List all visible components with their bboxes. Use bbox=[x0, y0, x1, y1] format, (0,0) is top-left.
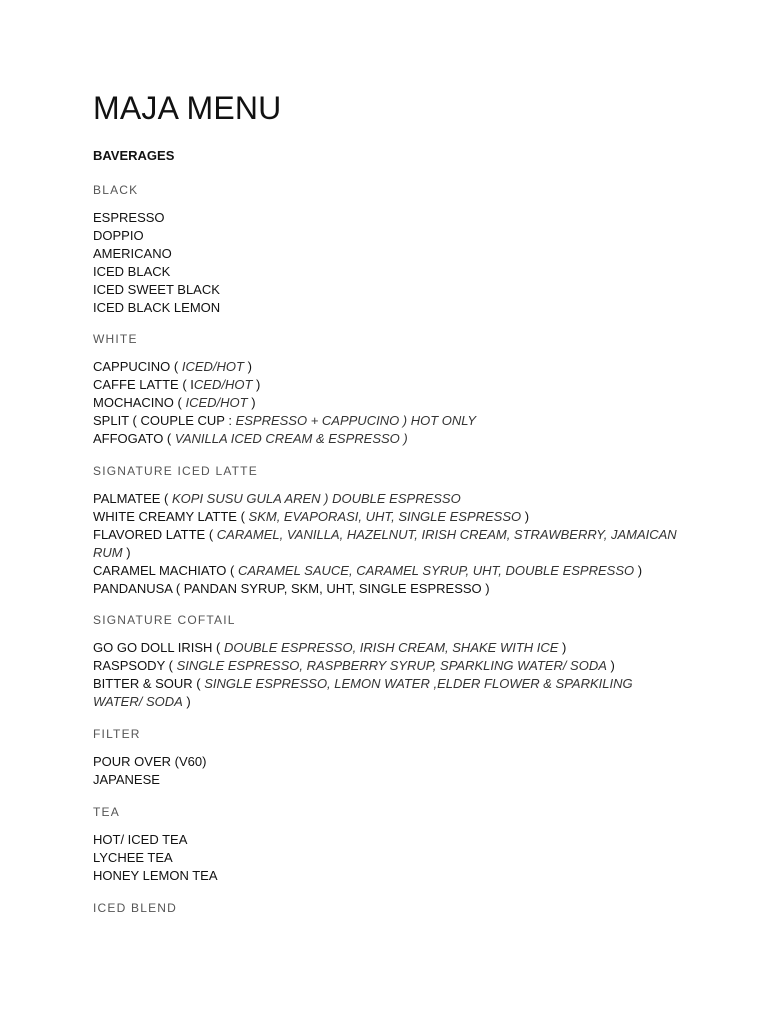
menu-item-note: ESPRESSO + CAPPUCINO ) HOT ONLY bbox=[235, 413, 477, 429]
menu-item-text: CAFFE LATTE ( I bbox=[93, 377, 194, 393]
menu-item-text: HONEY LEMON TEA bbox=[93, 867, 218, 883]
menu-section bbox=[93, 182, 683, 316]
menu-item-note: ICED/HOT bbox=[185, 395, 248, 411]
menu-item-text: PALMATEE ( bbox=[93, 490, 172, 506]
menu-item bbox=[93, 412, 683, 430]
menu-item-text: CARAMEL MACHIATO ( bbox=[93, 562, 238, 578]
menu-item bbox=[93, 562, 683, 580]
menu-page bbox=[93, 88, 683, 931]
page-subtitle: BAVERAGES bbox=[93, 148, 175, 163]
page-title: MAJA MENU bbox=[93, 90, 282, 126]
menu-item-text: SPLIT ( COUPLE CUP : bbox=[93, 413, 236, 429]
menu-item-text: ) bbox=[243, 359, 252, 375]
menu-item-note: ICED/HOT bbox=[181, 359, 244, 375]
menu-item bbox=[93, 771, 683, 789]
menu-item-text: ) bbox=[558, 640, 567, 656]
menu-section bbox=[93, 804, 683, 885]
menu-item-text: CAPPUCINO ( bbox=[93, 359, 182, 375]
menu-item-text: ) bbox=[606, 658, 615, 674]
menu-item-note: SKM, EVAPORASI, UHT, SINGLE ESPRESSO bbox=[248, 508, 522, 524]
menu-item bbox=[93, 526, 683, 562]
menu-section bbox=[93, 331, 683, 448]
menu-item-note: DOUBLE ESPRESSO, IRISH CREAM, SHAKE WITH ICE bbox=[223, 640, 559, 656]
menu-item-note: SINGLE ESPRESSO, RASPBERRY SYRUP, SPARKLING WATER/ SODA bbox=[176, 658, 607, 674]
menu-item-text: WHITE CREAMY LATTE ( bbox=[93, 508, 249, 524]
menu-item bbox=[93, 580, 683, 598]
menu-item-text: DOPPIO bbox=[93, 227, 144, 243]
menu-item bbox=[93, 657, 683, 675]
menu-item-text: BITTER & SOUR ( bbox=[93, 676, 205, 692]
menu-section bbox=[93, 612, 683, 711]
menu-item bbox=[93, 831, 683, 849]
menu-item-text: ) bbox=[247, 395, 256, 411]
menu-item bbox=[93, 508, 683, 526]
menu-item-list bbox=[93, 639, 683, 711]
menu-item-list bbox=[93, 753, 683, 789]
menu-item bbox=[93, 430, 683, 448]
menu-item bbox=[93, 490, 683, 508]
menu-section bbox=[93, 900, 683, 916]
menu-item-text: ICED BLACK LEMON bbox=[93, 299, 221, 315]
menu-item bbox=[93, 675, 683, 711]
menu-item-list bbox=[93, 831, 683, 885]
menu-item bbox=[93, 281, 683, 299]
menu-item bbox=[93, 639, 683, 657]
menu-item-text: MOCHACINO ( bbox=[93, 395, 186, 411]
menu-item bbox=[93, 209, 683, 227]
menu-item-text: GO GO DOLL IRISH ( bbox=[93, 640, 224, 656]
menu-item bbox=[93, 867, 683, 885]
menu-item-note: CARAMEL SAUCE, CARAMEL SYRUP, UHT, DOUBLE ESPRESSO bbox=[237, 562, 635, 578]
section-heading: SIGNATURE COFTAIL bbox=[93, 613, 236, 628]
menu-section bbox=[93, 726, 683, 789]
section-heading: TEA bbox=[93, 804, 120, 819]
menu-item-text: ) bbox=[182, 694, 191, 710]
menu-item-text: AMERICANO bbox=[93, 245, 172, 261]
menu-item bbox=[93, 394, 683, 412]
menu-item-text: ICED BLACK bbox=[93, 263, 171, 279]
menu-sections bbox=[93, 182, 683, 916]
menu-item bbox=[93, 263, 683, 281]
menu-item-text: ) bbox=[634, 562, 643, 578]
menu-item-text: AFFOGATO ( bbox=[93, 431, 175, 447]
section-heading: ICED BLEND bbox=[93, 900, 178, 915]
menu-item-list bbox=[93, 209, 683, 316]
menu-item-text: RASPSODY ( bbox=[93, 658, 177, 674]
menu-item-text: LYCHEE TEA bbox=[93, 849, 173, 865]
menu-item-note: CARAMEL, VANILLA, HAZELNUT, IRISH CREAM, STRAWBERRY, JAMAICAN RUM bbox=[93, 526, 677, 560]
menu-item-note: KOPI SUSU GULA AREN ) DOUBLE ESPRESSO bbox=[171, 490, 461, 506]
menu-item bbox=[93, 227, 683, 245]
menu-item-text: ) bbox=[122, 544, 131, 560]
menu-item-text: ) bbox=[252, 377, 261, 393]
menu-item-note: VANILLA ICED CREAM & ESPRESSO ) bbox=[174, 431, 408, 447]
menu-item bbox=[93, 299, 683, 317]
menu-item-note: SINGLE ESPRESSO, LEMON WATER ,ELDER FLOWER & SPARKILING WATER/ SODA bbox=[93, 676, 633, 710]
menu-item-text: ) bbox=[521, 508, 530, 524]
menu-item bbox=[93, 849, 683, 867]
menu-item-list bbox=[93, 358, 683, 448]
menu-item-text: HOT/ ICED TEA bbox=[93, 831, 188, 847]
section-heading: BLACK bbox=[93, 183, 139, 197]
section-heading: WHITE bbox=[93, 332, 138, 347]
menu-item-text: FLAVORED LATTE ( bbox=[93, 526, 217, 542]
menu-item-text: ICED SWEET BLACK bbox=[93, 281, 220, 297]
menu-item bbox=[93, 245, 683, 263]
menu-item-text: JAPANESE bbox=[93, 771, 160, 787]
menu-item-text: POUR OVER (V60) bbox=[93, 754, 207, 770]
menu-item bbox=[93, 753, 683, 771]
section-heading: FILTER bbox=[93, 727, 141, 742]
menu-section bbox=[93, 463, 683, 597]
menu-item bbox=[93, 358, 683, 376]
menu-item bbox=[93, 376, 683, 394]
menu-item-list bbox=[93, 490, 683, 597]
menu-item-note: CED/HOT bbox=[193, 377, 253, 393]
section-heading: SIGNATURE ICED LATTE bbox=[93, 463, 258, 478]
menu-item-text: PANDANUSA ( PANDAN SYRUP, SKM, UHT, SINGLE ESPRESSO ) bbox=[93, 580, 490, 596]
menu-item-text: ESPRESSO bbox=[93, 210, 165, 225]
